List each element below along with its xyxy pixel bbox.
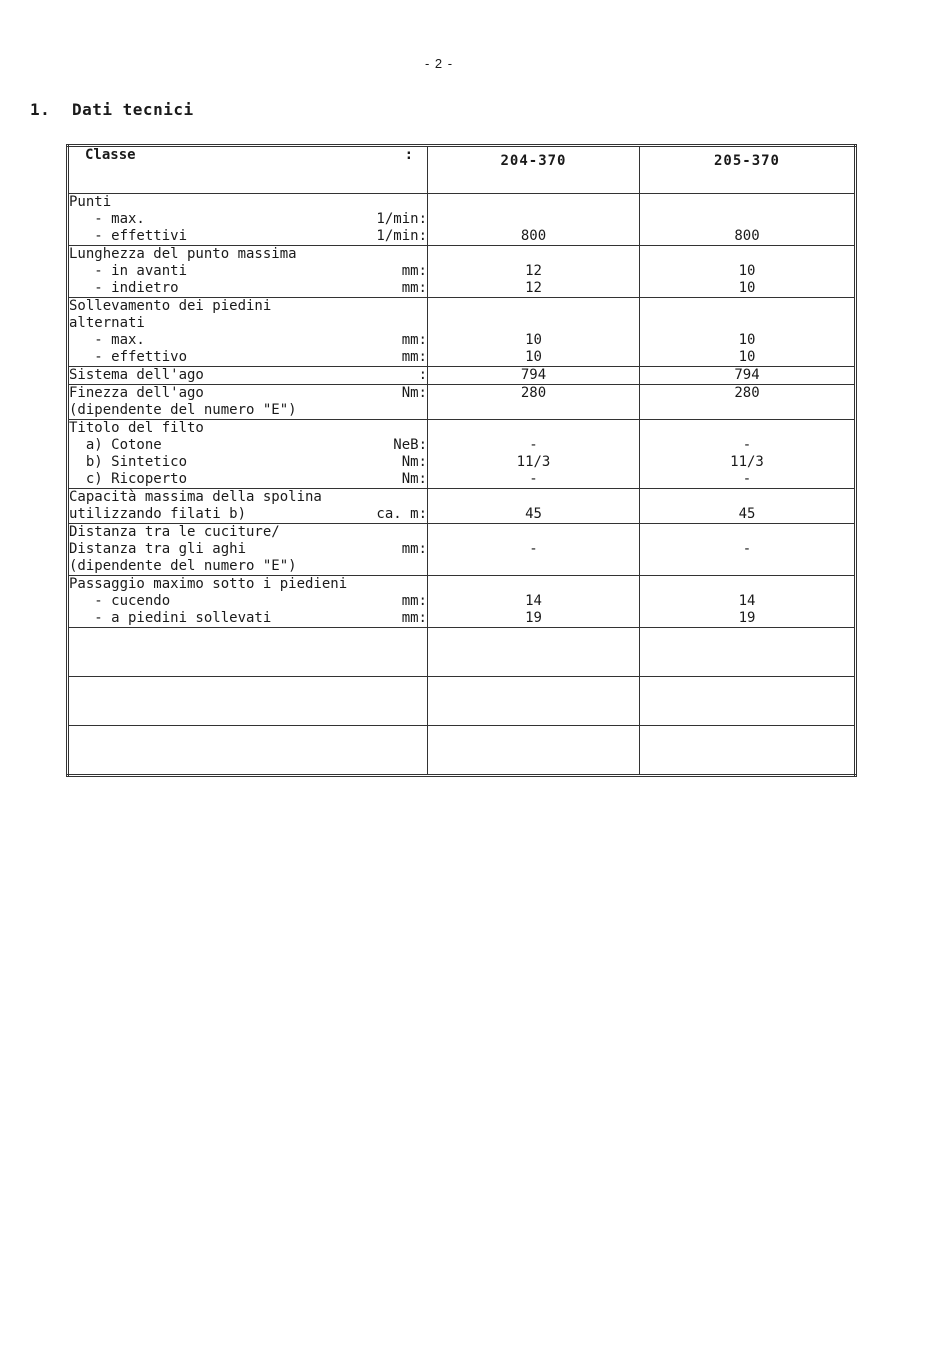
spec-value: 10 — [738, 280, 756, 296]
table-header-row — [68, 146, 856, 194]
spec-value: 10 — [738, 349, 756, 365]
spec-label-text: (dipendente del numero "E") — [69, 558, 297, 574]
spec-value: 19 — [525, 610, 542, 626]
value-cell-205-370 — [640, 246, 856, 298]
value-cell-205-370 — [640, 420, 856, 489]
spec-value: 280 — [734, 385, 760, 401]
empty-cell — [640, 628, 856, 677]
empty-cell — [68, 677, 428, 726]
spec-label-text: Titolo del filto — [69, 420, 204, 436]
spec-label-text: Distanza tra gli aghi — [69, 541, 247, 557]
spec-label-text: Capacità massima della spolina — [69, 489, 322, 505]
spec-value — [640, 420, 854, 437]
empty-table-row — [68, 677, 856, 726]
spec-label-line — [69, 454, 427, 471]
header-class-204-370: 204-370 — [428, 146, 640, 194]
spec-label-text: Sollevamento dei piedini — [69, 298, 272, 314]
spec-value — [428, 194, 639, 211]
spec-value — [428, 558, 639, 575]
spec-label-cell — [68, 576, 428, 628]
spec-label-line — [69, 541, 427, 558]
spec-value: 10 — [525, 349, 542, 365]
spec-label-text: - indietro — [69, 280, 179, 296]
spec-value: 10 — [738, 263, 756, 279]
spec-value: 280 — [520, 385, 547, 401]
spec-label-line — [69, 280, 427, 297]
spec-unit: : — [418, 367, 427, 383]
value-cell-204-370 — [428, 246, 640, 298]
spec-unit: ca. m: — [376, 506, 427, 522]
spec-label-cell — [68, 246, 428, 298]
spec-label-text: - effettivo — [69, 349, 188, 365]
spec-value: 800 — [520, 228, 547, 244]
spec-unit: Nm: — [401, 385, 427, 401]
spec-label-text: - a piedini sollevati — [69, 610, 272, 626]
spec-label-text: - max. — [69, 332, 145, 348]
spec-value: - — [529, 471, 538, 487]
empty-cell — [68, 726, 428, 776]
spec-value: - — [742, 437, 752, 453]
spec-label-text: - cucendo — [69, 593, 171, 609]
spec-label-line — [69, 349, 427, 366]
spec-unit: 1/min: — [376, 211, 427, 227]
spec-unit: Nm: — [401, 454, 427, 470]
spec-label-line — [69, 576, 427, 593]
empty-table-row — [68, 726, 856, 776]
value-cell-204-370 — [428, 420, 640, 489]
spec-label-line — [69, 332, 427, 349]
spec-label-text: Passaggio maximo sotto i piedieni — [69, 576, 348, 592]
spec-label-line — [69, 246, 427, 263]
table-row — [68, 246, 856, 298]
spec-label-line — [69, 437, 427, 454]
spec-label-text: alternati — [69, 315, 145, 331]
section-number: 1. — [30, 100, 51, 119]
spec-label-cell — [68, 420, 428, 489]
spec-label-line — [69, 506, 427, 523]
spec-value — [640, 576, 854, 593]
spec-label-cell — [68, 298, 428, 367]
value-cell-204-370 — [428, 489, 640, 524]
spec-label-line — [69, 367, 427, 384]
empty-cell — [428, 726, 640, 776]
spec-label-line — [69, 315, 427, 332]
value-cell-205-370 — [640, 385, 856, 420]
spec-value — [640, 246, 854, 263]
spec-label-cell — [68, 194, 428, 246]
spec-label-cell — [68, 489, 428, 524]
spec-label-text: utilizzando filati b) — [69, 506, 247, 522]
spec-label-line — [69, 211, 427, 228]
spec-unit: mm: — [401, 263, 427, 279]
spec-label-line — [69, 610, 427, 627]
spec-unit: Nm: — [401, 471, 427, 487]
empty-cell — [640, 677, 856, 726]
spec-label-cell — [68, 524, 428, 576]
spec-value: - — [742, 541, 752, 557]
spec-unit: mm: — [401, 280, 427, 296]
section-title-text: Dati tecnici — [72, 100, 194, 119]
empty-cell — [68, 628, 428, 677]
spec-value: 12 — [525, 280, 542, 296]
value-cell-205-370 — [640, 194, 856, 246]
header-unit: : — [404, 147, 413, 163]
spec-value: - — [529, 437, 538, 453]
spec-value: 10 — [525, 332, 542, 348]
spec-value — [428, 298, 639, 315]
value-cell-205-370 — [640, 524, 856, 576]
spec-label-line — [69, 524, 427, 541]
table-row — [68, 194, 856, 246]
spec-unit: mm: — [401, 593, 427, 609]
spec-label-text: Finezza dell'ago — [69, 385, 204, 401]
spec-label-text: - effettivi — [69, 228, 188, 244]
spec-value: 794 — [734, 367, 760, 383]
spec-value — [428, 576, 639, 593]
value-cell-204-370 — [428, 367, 640, 385]
spec-value — [640, 524, 854, 541]
spec-value — [640, 315, 854, 332]
empty-cell — [640, 726, 856, 776]
spec-value — [428, 246, 639, 263]
spec-value: 800 — [734, 228, 760, 244]
spec-label-text: b) Sintetico — [69, 454, 188, 470]
spec-value — [428, 402, 639, 419]
section-title — [30, 100, 194, 119]
spec-label-line — [69, 385, 427, 402]
spec-label-line — [69, 420, 427, 437]
spec-label-text: Distanza tra le cuciture/ — [69, 524, 280, 540]
spec-value: - — [742, 471, 752, 487]
value-cell-204-370 — [428, 385, 640, 420]
value-cell-205-370 — [640, 489, 856, 524]
spec-value — [640, 402, 854, 419]
spec-value — [428, 211, 639, 228]
spec-label-line — [69, 263, 427, 280]
spec-unit: mm: — [401, 332, 427, 348]
technical-data-table — [66, 144, 857, 777]
spec-unit: NeB: — [393, 437, 427, 453]
spec-label-line — [69, 558, 427, 575]
spec-value — [428, 524, 639, 541]
spec-value — [640, 558, 854, 575]
header-label-cell — [68, 146, 428, 194]
value-cell-204-370 — [428, 298, 640, 367]
spec-label-line — [69, 228, 427, 245]
table-row — [68, 367, 856, 385]
table-row — [68, 489, 856, 524]
spec-value — [640, 211, 854, 228]
spec-unit: 1/min: — [376, 228, 427, 244]
value-cell-205-370 — [640, 367, 856, 385]
spec-label-text: - max. — [69, 211, 145, 227]
spec-value — [640, 194, 854, 211]
spec-value — [640, 489, 854, 506]
value-cell-204-370 — [428, 524, 640, 576]
table-row — [68, 576, 856, 628]
spec-label-line — [69, 489, 427, 506]
empty-cell — [428, 628, 640, 677]
header-class-205-370: 205-370 — [640, 146, 856, 194]
spec-label-text: Sistema dell'ago — [69, 367, 204, 383]
spec-label-text: - in avanti — [69, 263, 188, 279]
value-cell-205-370 — [640, 576, 856, 628]
spec-value: 45 — [738, 506, 756, 522]
spec-value — [428, 489, 639, 506]
spec-value: 10 — [738, 332, 756, 348]
spec-label-text: a) Cotone — [69, 437, 162, 453]
spec-value: 12 — [525, 263, 542, 279]
value-cell-205-370 — [640, 298, 856, 367]
spec-unit: mm: — [401, 349, 427, 365]
value-cell-204-370 — [428, 194, 640, 246]
spec-unit: mm: — [401, 610, 427, 626]
table-row — [68, 298, 856, 367]
spec-label-line — [69, 194, 427, 211]
table-row — [68, 385, 856, 420]
spec-label-text: Punti — [69, 194, 112, 210]
spec-value: 794 — [520, 367, 547, 383]
spec-label-line — [69, 593, 427, 610]
spec-value: 11/3 — [730, 454, 764, 470]
spec-unit: mm: — [401, 541, 427, 557]
spec-value: - — [529, 541, 538, 557]
spec-label-text: Lunghezza del punto massima — [69, 246, 297, 262]
spec-value: 19 — [738, 610, 756, 626]
spec-value — [428, 315, 639, 332]
spec-value: 14 — [738, 593, 756, 609]
value-cell-204-370 — [428, 576, 640, 628]
spec-label-line — [69, 298, 427, 315]
spec-label-line — [69, 402, 427, 419]
empty-table-row — [68, 628, 856, 677]
spec-label-text: c) Ricoperto — [69, 471, 188, 487]
spec-value — [428, 420, 639, 437]
spec-label-line — [69, 471, 427, 488]
page-number: - 2 - — [424, 56, 454, 71]
header-label: Classe — [85, 147, 136, 163]
spec-label-cell — [68, 385, 428, 420]
spec-value: 45 — [525, 506, 542, 522]
spec-value: 11/3 — [516, 454, 551, 470]
table-row — [68, 420, 856, 489]
spec-value: 14 — [525, 593, 542, 609]
table-row — [68, 524, 856, 576]
spec-label-cell — [68, 367, 428, 385]
empty-cell — [428, 677, 640, 726]
spec-label-text: (dipendente del numero "E") — [69, 402, 297, 418]
spec-value — [640, 298, 854, 315]
